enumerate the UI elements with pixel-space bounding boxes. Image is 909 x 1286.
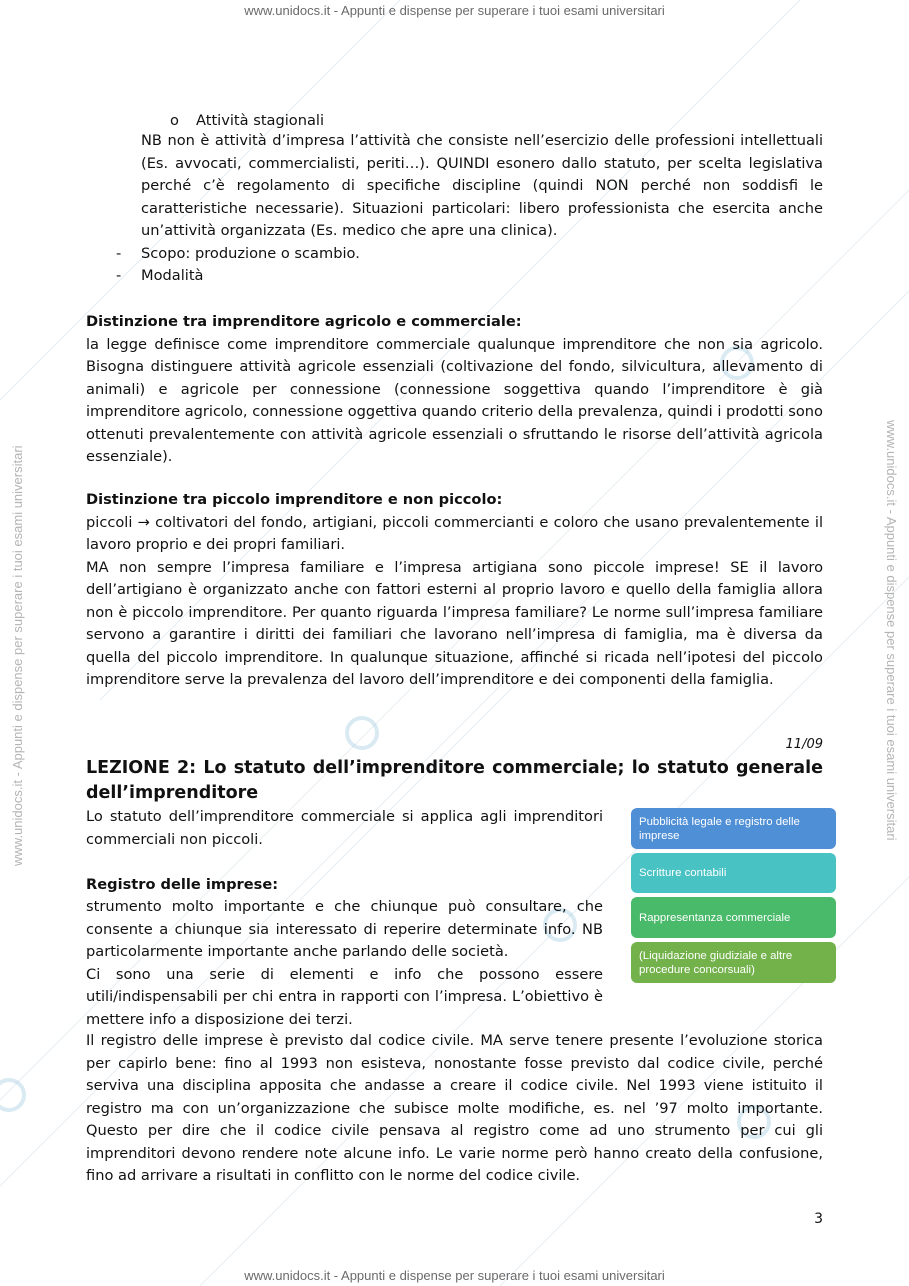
dash-item-text: Modalità [141,267,204,284]
registro-history-paragraph: Il registro delle imprese è previsto dal codice civile. MA serve tenere presente l’evoluzione storica per capirlo bene: fino al 1993 non esisteva, nonostante fosse previsto dal codice civile, perché serviva una disciplina apposita che andasse a creare il codice civile. Nel 1993 viene istituito il registro ma con un’organizzazione che subisce molte modifiche, es. nel ’97 molto importante. Questo per dire che il codice civile pensava al registro come ad uno strumento per cui gli imprenditori devono rendere note alcune info. Le varie norme però hanno creato della confusione, fino ad arrivare a risultati in conflitto con le norme del codice civile. [86,1032,823,1184]
registro-heading: Registro delle imprese: [86,876,279,893]
section-paragraph: piccoli → coltivatori del fondo, artigiani, piccoli commercianti e coloro che usano prevalentemente il lavoro proprio e dei propri familiari. MA non sempre l’impresa familiare e l’impresa artigiana sono piccole imprese! SE il lavoro dell’artigiano è organizzato anche con fattori esterni al proprio lavoro e quello della famiglia allora non è piccolo imprenditore. Per quanto riguarda l’impresa familiare? Le norme sull’impresa familiare servono a garantire i diritti dei familiari che lavorano nell’impresa di famiglia, ma è diversa da quella del piccolo imprenditore. In qualunque situazione, affinché si ricada nell’ipotesi del piccolo imprenditore serve la prevalenza del lavoro dell’imprenditore e dei componenti della famiglia. [86,513,823,688]
diagram-item-liquidazione: (Liquidazione giudiziale e altre procedure concorsuali) [631,942,836,983]
dash-item-text: Scopo: produzione o scambio. [141,245,360,262]
watermark-side-right: www.unidocs.it - Appunti e dispense per superare i tuoi esami universitari [884,420,899,841]
sub-bullet-marker: o [170,112,179,129]
section-heading: Distinzione tra imprenditore agricolo e commerciale: [86,313,522,330]
lesson-intro: Lo statuto dell’imprenditore commerciale si applica agli imprenditori commerciali non piccoli. [86,808,603,848]
diagram-item-pubblicita: Pubblicità legale e registro delle imprese [631,808,836,849]
watermark-banner-top: www.unidocs.it - Appunti e dispense per superare i tuoi esami universitari [244,3,665,18]
section-heading: Distinzione tra piccolo imprenditore e non piccolo: [86,491,503,508]
dash-marker: - [116,267,122,284]
lesson-date: 11/09 [785,737,823,752]
sub-bullet-text: Attività stagionali [196,112,325,129]
registro-paragraph: strumento molto importante e che chiunque può consultare, che consente a chiunque sia interessato di reperire determinate info. NB particolarmente importante anche parlando delle società. Ci sono una serie di elementi e info che possono essere utili/indispensabili per chi entra in rapporti con l’impresa. L’obiettivo è mettere info a disposizione dei terzi. [86,898,603,1028]
section-piccolo [86,489,823,692]
lesson-title: LEZIONE 2: Lo statuto dell’imprenditore commerciale; lo statuto generale dell’imprenditore [86,758,823,803]
diagram-item-rappresentanza: Rappresentanza commerciale [631,897,836,938]
watermark-banner-bottom: www.unidocs.it - Appunti e dispense per superare i tuoi esami universitari [244,1268,665,1283]
nb-paragraph: NB non è attività d’impresa l’attività che consiste nell’esercizio delle professioni intellettuali (Es. avvocati, commercialisti, periti…). QUINDI esonero dallo statuto, per scelta legislativa perché c’è regolamento di specifiche discipline (quindi NON perché non soddisfi le caratteristiche necessarie). Situazioni particolari: libero professionista che esercita anche un’attività organizzata (Es. medico che apre una clinica). [141,132,823,239]
watermark-side-left: www.unidocs.it - Appunti e dispense per superare i tuoi esami universitari [10,445,25,866]
dash-item [116,265,204,288]
section-paragraph: la legge definisce come imprenditore commerciale qualunque imprenditore che non sia agricolo. Bisogna distinguere attività agricole essenziali (coltivazione del fondo, silvicultura, allevamento di animali) e agricole per connessione (connessione soggettiva quando l’imprenditore è già imprenditore agricolo, connessione oggettiva quando criterio della prevalenza, quindi i prodotti sono ottenuti prevalentemente con attività agricole essenziali o sfruttando le risorse dell’attività agricola essenziale). [86,335,823,465]
page-number: 3 [814,1211,823,1227]
section-agricolo [86,311,823,469]
dash-item [116,243,360,266]
dash-marker: - [116,245,122,262]
diagram-item-scritture: Scritture contabili [631,853,836,893]
watermark-logo-icon [345,716,379,750]
